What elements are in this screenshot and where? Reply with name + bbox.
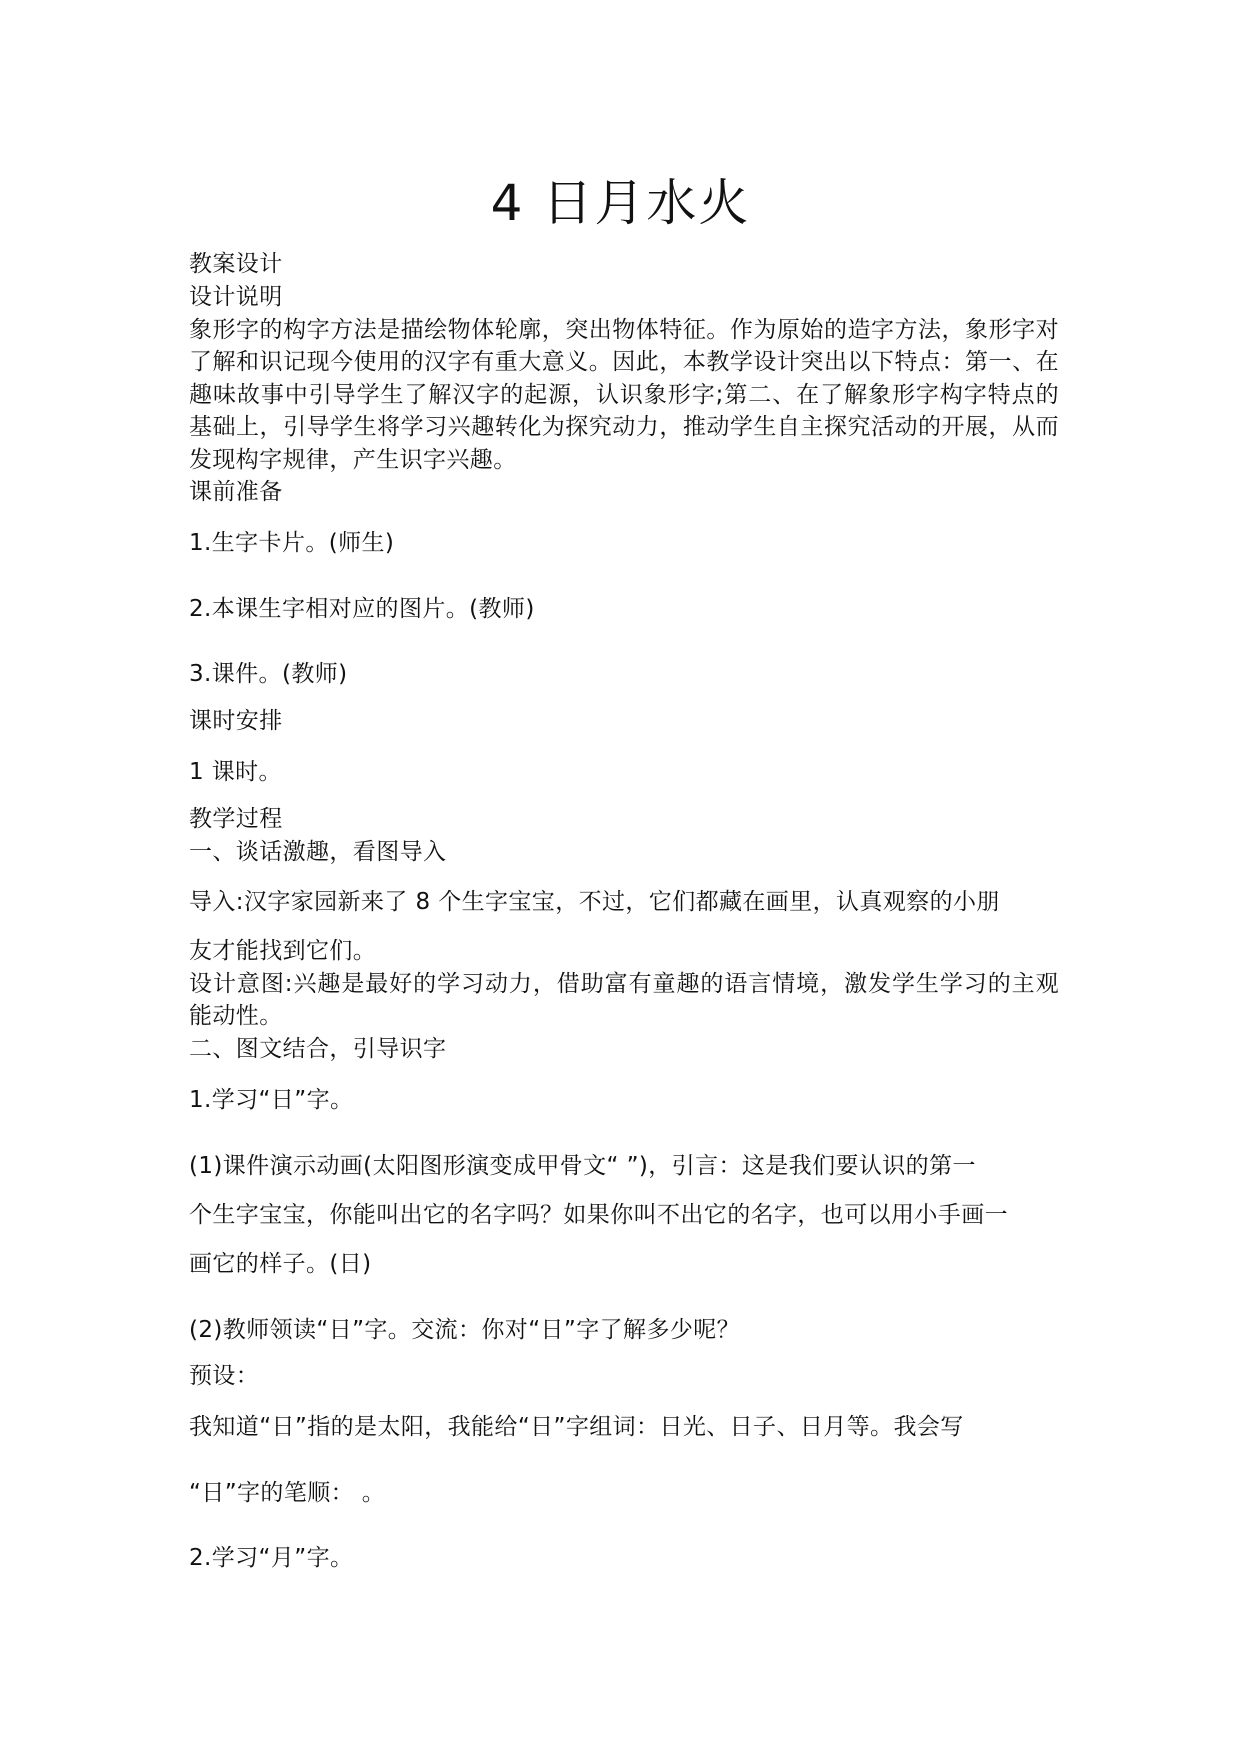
document-title: 4 日月水火 [490, 174, 751, 232]
heading-design-notes: 设计说明 [189, 284, 283, 310]
prep-item-1: 1.生字卡片。(师生) [189, 530, 395, 556]
intro-lead-line-2: 友才能找到它们。 [189, 938, 377, 964]
section-two-heading: 二、图文结合，引导识字 [189, 1036, 447, 1062]
learn-yue-heading: 2.学习“月”字。 [189, 1545, 354, 1571]
courseware-line-1: (1)课件演示动画(太阳图形演变成甲骨文“ ”)，引言：这是我们要认识的第一 [189, 1153, 976, 1179]
heading-lesson-plan: 教案设计 [189, 251, 283, 277]
prep-item-3: 3.课件。(教师) [189, 661, 348, 687]
prep-item-2: 2.本课生字相对应的图片。(教师) [189, 596, 535, 622]
heading-preparation: 课前准备 [189, 479, 283, 505]
intro-paragraph: 象形字的构字方法是描绘物体轮廓，突出物体特征。作为原始的造字方法，象形字对了解和识记现今使用的汉字有重大意义。因此，本教学设计突出以下特点：第一、在趣味故事中引导学生了解汉字的起源，认识象形字;第二、在了解象形字构字特点的基础上，引导学生将学习兴趣转化为探究动力，推动学生自主探究活动的开展，从而发现构字规律，产生识字兴趣。 [189, 317, 1059, 473]
preset-answer-line-2: “日”字的笔顺： 。 [189, 1480, 386, 1506]
heading-process: 教学过程 [189, 806, 283, 832]
schedule-text: 1 课时。 [189, 759, 282, 785]
preset-answer-line-1: 我知道“日”指的是太阳，我能给“日”字组词：日光、日子、日月等。我会写 [189, 1414, 964, 1440]
heading-schedule: 课时安排 [189, 708, 283, 734]
courseware-line-3: 画它的样子。(日) [189, 1251, 372, 1277]
section-one-heading: 一、谈话激趣，看图导入 [189, 839, 447, 865]
intro-lead-line-1: 导入:汉字家园新来了 8 个生字宝宝，不过，它们都藏在画里，认真观察的小朋 [189, 889, 1000, 915]
teacher-reading: (2)教师领读“日”字。交流：你对“日”字了解多少呢？ [189, 1317, 741, 1343]
preset-label: 预设： [189, 1363, 260, 1389]
learn-ri-heading: 1.学习“日”字。 [189, 1087, 354, 1113]
courseware-line-2: 个生字宝宝，你能叫出它的名字吗？如果你叫不出它的名字，也可以用小手画一 [189, 1202, 1008, 1228]
design-intent: 设计意图:兴趣是最好的学习动力，借助富有童趣的语言情境，激发学生学习的主观能动性。 [189, 971, 1059, 1030]
